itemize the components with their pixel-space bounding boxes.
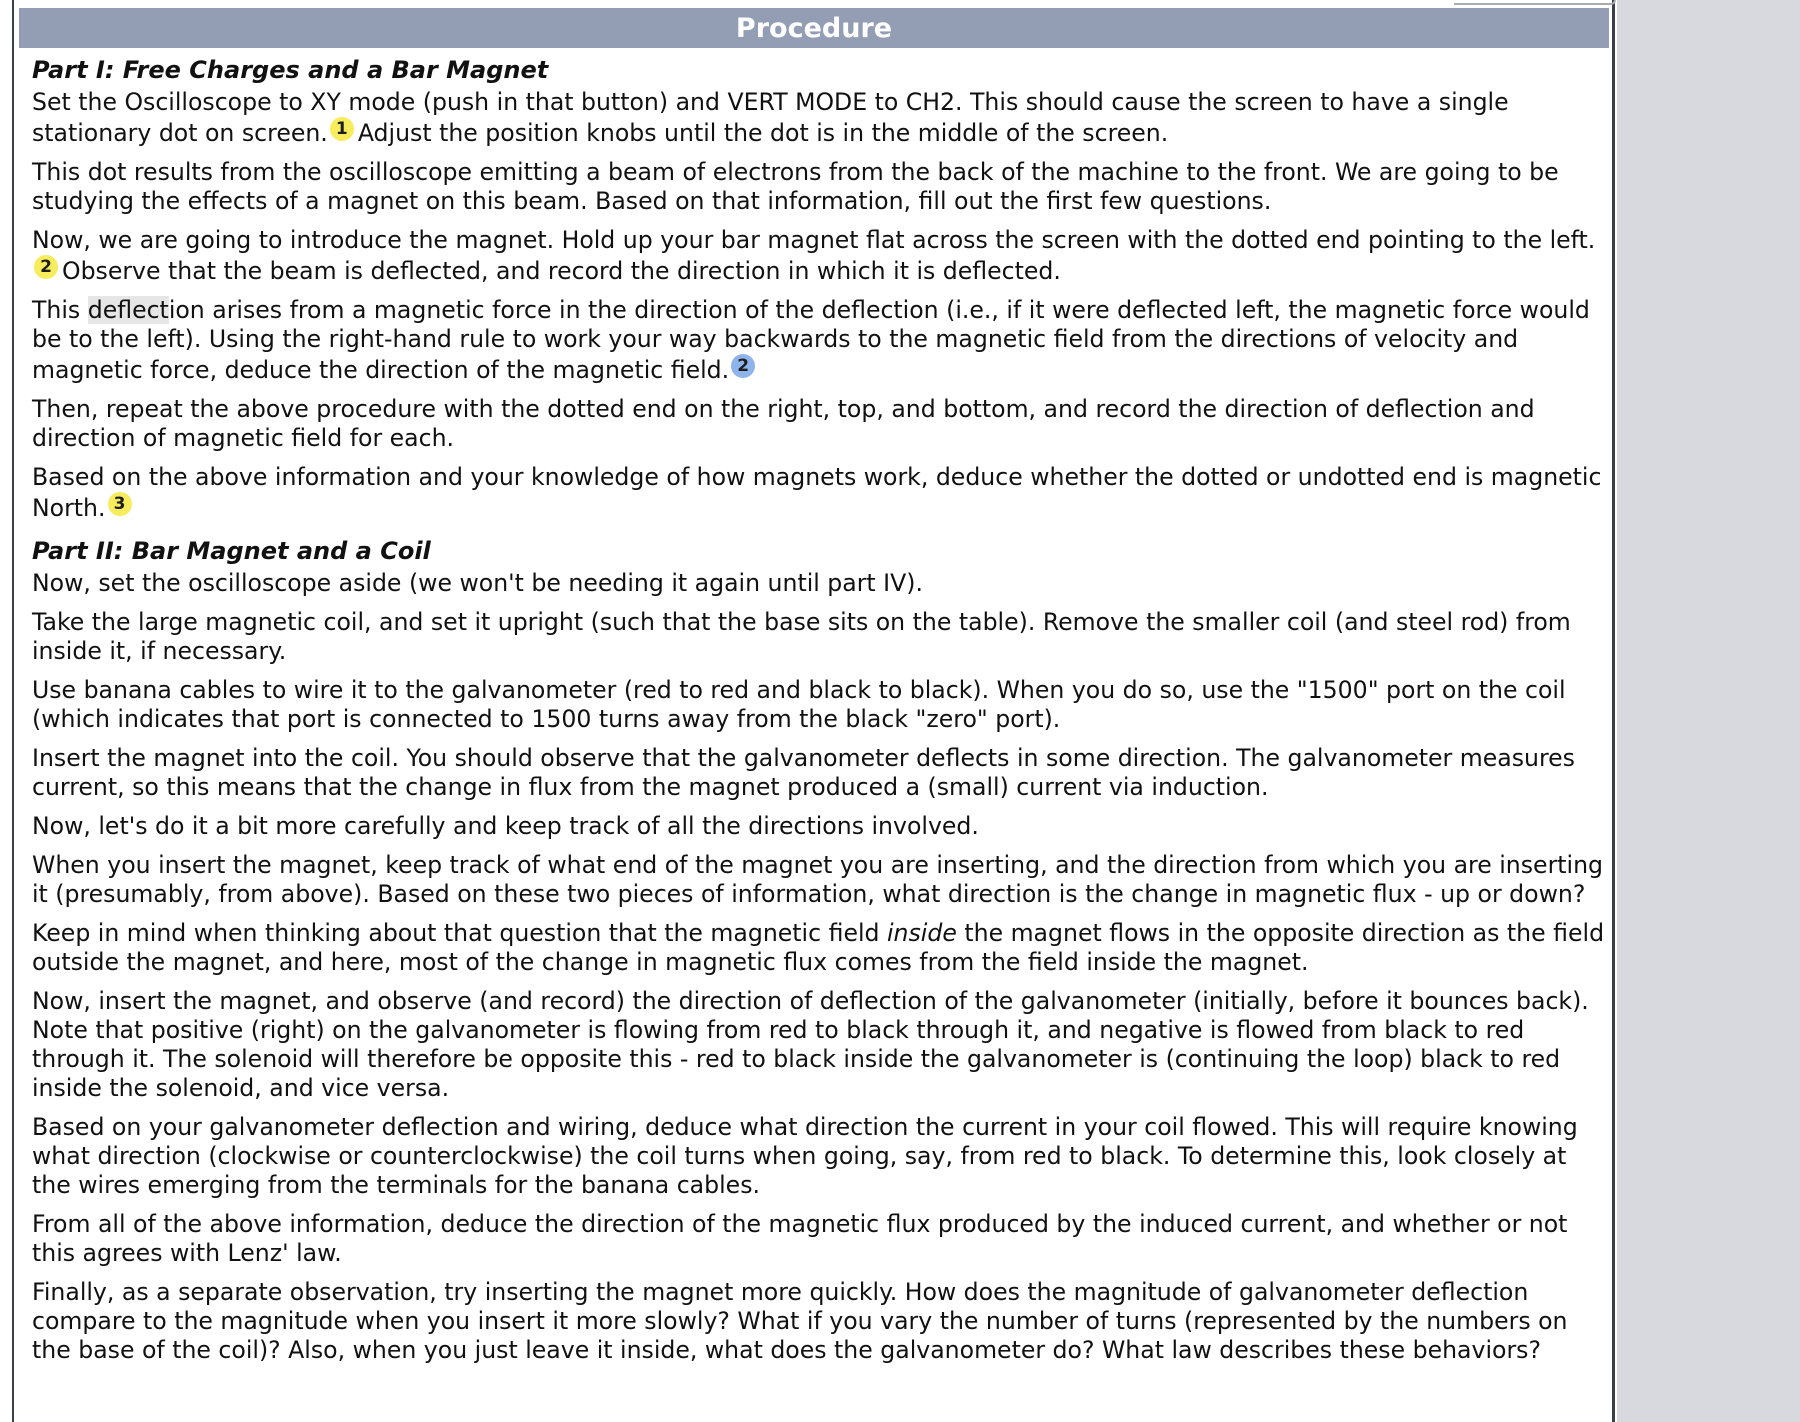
right-gutter <box>1617 0 1800 1422</box>
paragraph: Keep in mind when thinking about that question that the magnetic field inside the magnet flows in the opposite direction as the field outside the magnet, and here, most of the change in magnetic flux comes from the field inside the magnet. <box>32 919 1605 976</box>
paragraph: Now, insert the magnet, and observe (and record) the direction of deflection of the galvanometer (initially, before it bounces back). Note that positive (right) on the galvanometer is flowing from red to black through it, and negative is flowed from black to red through it. The solenoid will therefore be opposite this - red to black inside the galvanometer is (continuing the loop) black to red inside the solenoid, and vice versa. <box>32 987 1589 1102</box>
paragraph: From all of the above information, deduce the direction of the magnetic flux produced by the induced current, and whether or not this agrees with Lenz' law. <box>32 1210 1568 1267</box>
paragraph: Now, we are going to introduce the magnet. Hold up your bar magnet flat across the screen with the dotted end pointing to the left.2 Observe that the beam is deflected, and record the direction in which it is deflected. <box>32 226 1596 285</box>
paragraph: Finally, as a separate observation, try inserting the magnet more quickly. How does the magnitude of galvanometer deflection compare to the magnitude when you insert it more slowly? What if you vary the number of turns (represented by the numbers on the base of the coil)? Also, when you just leave it inside, what does the galvanometer do? What law describes these behaviors? <box>32 1278 1568 1364</box>
part-1-heading: Part I: Free Charges and a Bar Magnet <box>32 56 549 84</box>
question-marker-2[interactable]: 2 <box>34 255 58 279</box>
paragraph: Use banana cables to wire it to the galvanometer (red to red and black to black). When you do so, use the "1500" port on the coil (which indicates that port is connected to 1500 turns away from the black "zero" port). <box>32 676 1566 733</box>
question-marker-2-blue[interactable]: 2 <box>731 354 755 378</box>
paragraph: Now, let's do it a bit more carefully and keep track of all the directions involved. <box>32 812 979 840</box>
paragraph: Then, repeat the above procedure with the dotted end on the right, top, and bottom, and record the direction of deflection and direction of magnetic field for each. <box>32 395 1535 452</box>
section-header <box>19 8 1609 48</box>
question-marker-1[interactable]: 1 <box>330 117 354 141</box>
paragraph: Set the Oscilloscope to XY mode (push in that button) and VERT MODE to CH2. This should cause the screen to have a single stationary dot on screen. 1 Adjust the position knobs until the dot is in the middle of the screen. <box>32 88 1509 147</box>
paragraph: Based on the above information and your knowledge of how magnets work, deduce whether the dotted or undotted end is magnetic North. 3 <box>32 463 1602 522</box>
paragraph: Based on your galvanometer deflection and wiring, deduce what direction the current in your coil flowed. This will require knowing what direction (clockwise or counterclockwise) the coil turns when going, say, from red to black. To determine this, look closely at the wires emerging from the terminals for the banana cables. <box>32 1113 1578 1199</box>
paragraph: This dot results from the oscilloscope emitting a beam of electrons from the back of the machine to the front. We are going to be studying the effects of a magnet on this beam. Based on that information, fill out the first few questions. <box>32 158 1559 215</box>
procedure-panel <box>14 0 1615 1422</box>
top-tab-edge <box>1454 0 1616 5</box>
question-marker-3[interactable]: 3 <box>108 492 132 516</box>
paragraph: When you insert the magnet, keep track of what end of the magnet you are inserting, and the direction from which you are inserting it (presumably, from above). Based on these two pieces of information, what direction is the change in magnetic flux - up or down? <box>32 851 1603 908</box>
paragraph: Now, set the oscilloscope aside (we won't be needing it again until part IV). <box>32 569 923 597</box>
paragraph: Insert the magnet into the coil. You should observe that the galvanometer deflects in some direction. The galvanometer measures current, so this means that the change in flux from the magnet produced a (small) current via induction. <box>32 744 1575 801</box>
highlighted-text: deflect <box>87 296 169 324</box>
procedure-content <box>32 52 1612 1375</box>
paragraph: This deflection arises from a magnetic force in the direction of the deflection (i.e., if it were deflected left, the magnetic force would be to the left). Using the right-hand rule to work your way backwards to the magnetic field from the directions of velocity and magnetic force, deduce the direction of the magnetic field. 2 <box>32 296 1590 384</box>
paragraph: Take the large magnetic coil, and set it upright (such that the base sits on the table). Remove the smaller coil (and steel rod) from inside it, if necessary. <box>32 608 1571 665</box>
section-title: Procedure <box>735 12 893 44</box>
part-2-heading: Part II: Bar Magnet and a Coil <box>32 537 431 565</box>
emphasis-inside: inside <box>887 919 957 947</box>
